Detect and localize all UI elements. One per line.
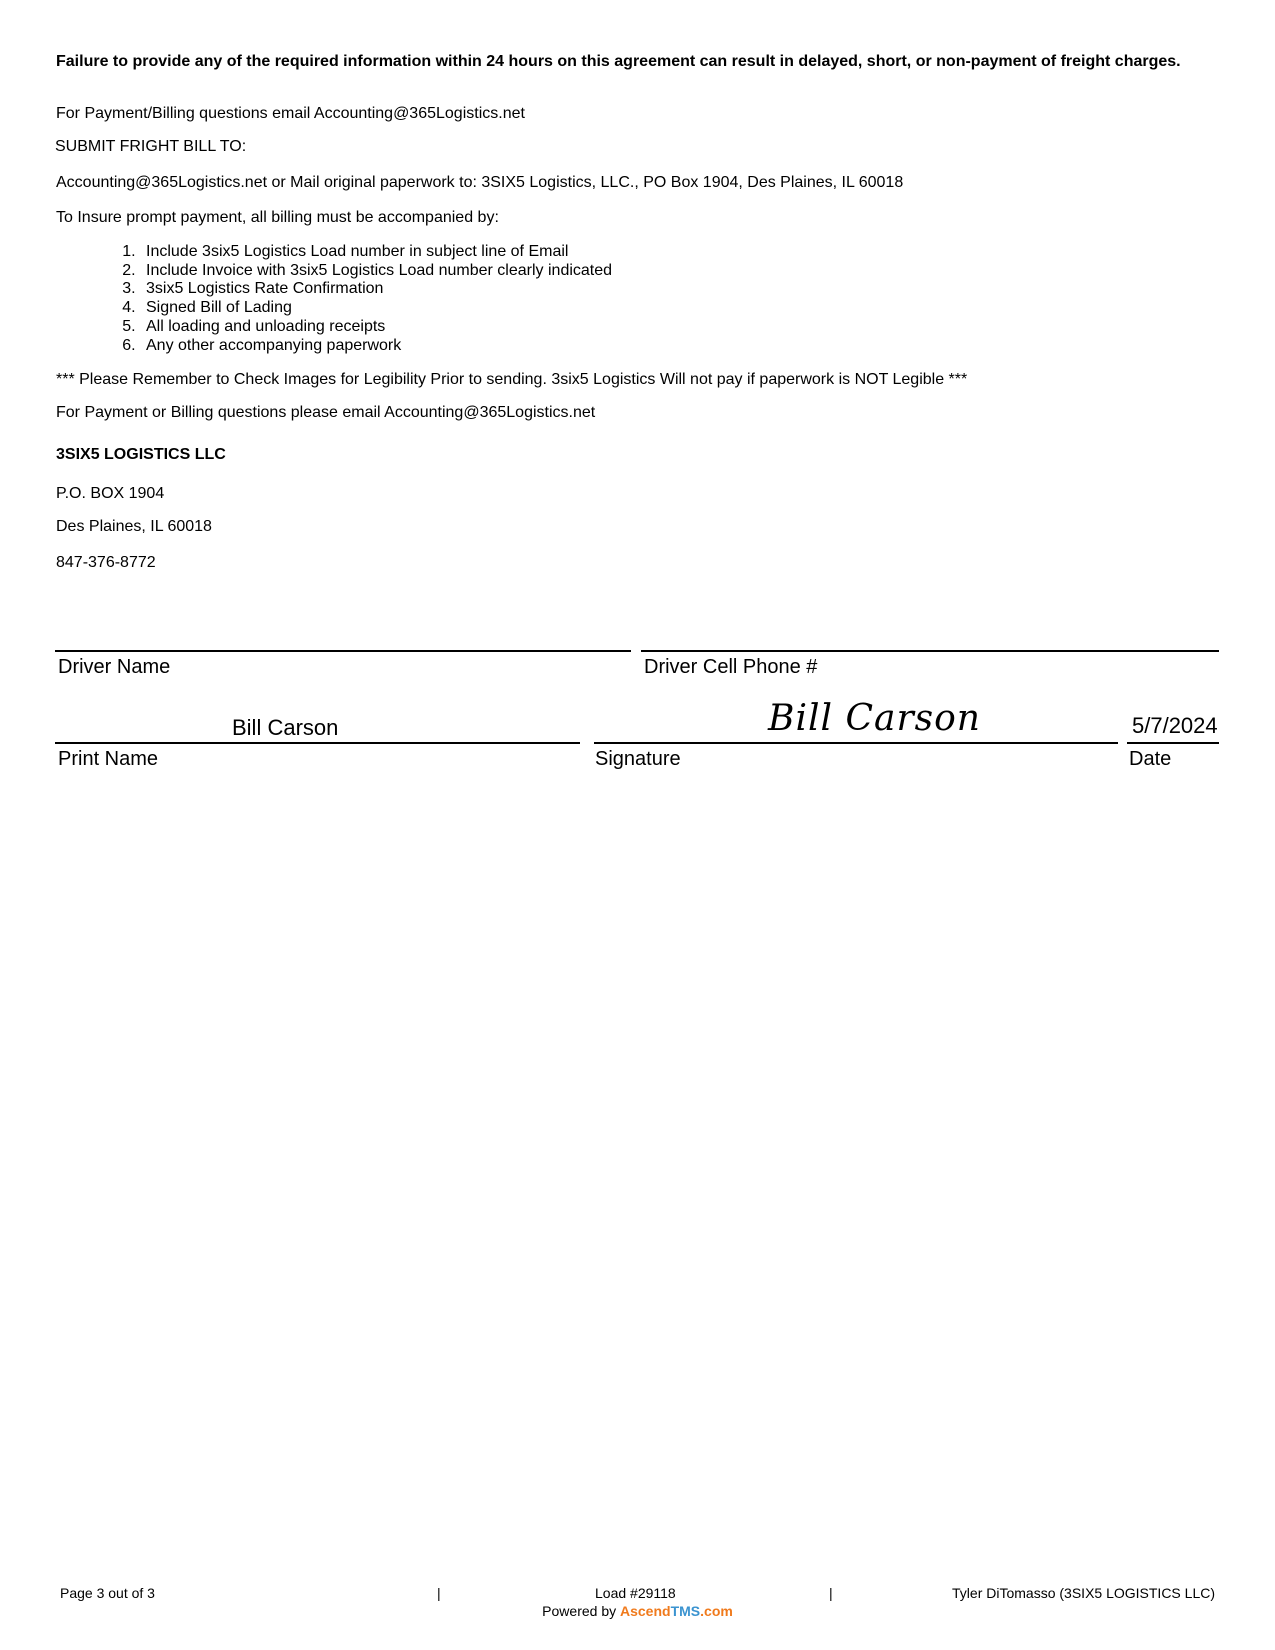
brand-com: .com xyxy=(700,1603,733,1619)
insure-intro: To Insure prompt payment, all billing must be accompanied by: xyxy=(56,209,499,226)
company-city: Des Plaines, IL 60018 xyxy=(56,518,212,535)
print-name-value[interactable]: Bill Carson xyxy=(232,715,339,740)
signature-line xyxy=(594,742,1118,744)
driver-phone-line xyxy=(641,650,1219,652)
billing-questions-text: For Payment/Billing questions email Accounting@365Logistics.net xyxy=(56,105,525,122)
footer-page: Page 3 out of 3 xyxy=(60,1585,155,1601)
list-item: 2. Include Invoice with 3six5 Logistics Load number clearly indicated xyxy=(140,262,612,281)
submit-heading: SUBMIT FRIGHT BILL TO: xyxy=(55,138,247,155)
submit-address: Accounting@365Logistics.net or Mail original paperwork to: 3SIX5 Logistics, LLC., PO Box 1904, Des Plaines, IL 60018 xyxy=(56,174,904,191)
date-value[interactable]: 5/7/2024 xyxy=(1132,713,1218,738)
company-phone: 847-376-8772 xyxy=(56,554,156,571)
list-item: 4. Signed Bill of Lading xyxy=(140,299,612,318)
list-item: 1. Include 3six5 Logistics Load number in subject line of Email xyxy=(140,243,612,262)
driver-name-label: Driver Name xyxy=(58,656,171,678)
signature-value[interactable]: Bill Carson xyxy=(768,698,981,739)
footer-user: Tyler DiTomasso (3SIX5 LOGISTICS LLC) xyxy=(952,1585,1215,1601)
list-item: 3. 3six5 Logistics Rate Confirmation xyxy=(140,280,612,299)
footer-separator: | xyxy=(437,1585,441,1601)
print-name-label: Print Name xyxy=(58,748,159,770)
footer-powered-by xyxy=(0,1603,1275,1619)
date-line xyxy=(1127,742,1219,744)
brand-tms: TMS xyxy=(670,1603,701,1619)
list-item: 6. Any other accompanying paperwork xyxy=(140,337,612,356)
requirements-list xyxy=(56,243,612,355)
brand-logo[interactable] xyxy=(620,1603,733,1619)
warning-text: Failure to provide any of the required information within 24 hours on this agreement can result in delayed, short, or non-payment of freight charges. xyxy=(56,53,1181,70)
brand-ascend: Ascend xyxy=(620,1603,671,1619)
print-name-line xyxy=(55,742,580,744)
list-item: 5. All loading and unloading receipts xyxy=(140,318,612,337)
billing-questions-text-2: For Payment or Billing questions please email Accounting@365Logistics.net xyxy=(56,404,596,421)
signature-label: Signature xyxy=(595,748,681,770)
driver-phone-label: Driver Cell Phone # xyxy=(644,656,818,678)
footer-load: Load #29118 xyxy=(595,1585,676,1601)
company-po-box: P.O. BOX 1904 xyxy=(56,485,165,502)
powered-by-label: Powered by xyxy=(542,1603,617,1619)
driver-name-line xyxy=(55,650,631,652)
footer-separator: | xyxy=(829,1585,833,1601)
legibility-note: *** Please Remember to Check Images for Legibility Prior to sending. 3six5 Logistics Will not pay if paperwork is NOT Legible *** xyxy=(56,371,968,388)
company-name: 3SIX5 LOGISTICS LLC xyxy=(56,446,226,463)
date-label: Date xyxy=(1129,748,1172,770)
